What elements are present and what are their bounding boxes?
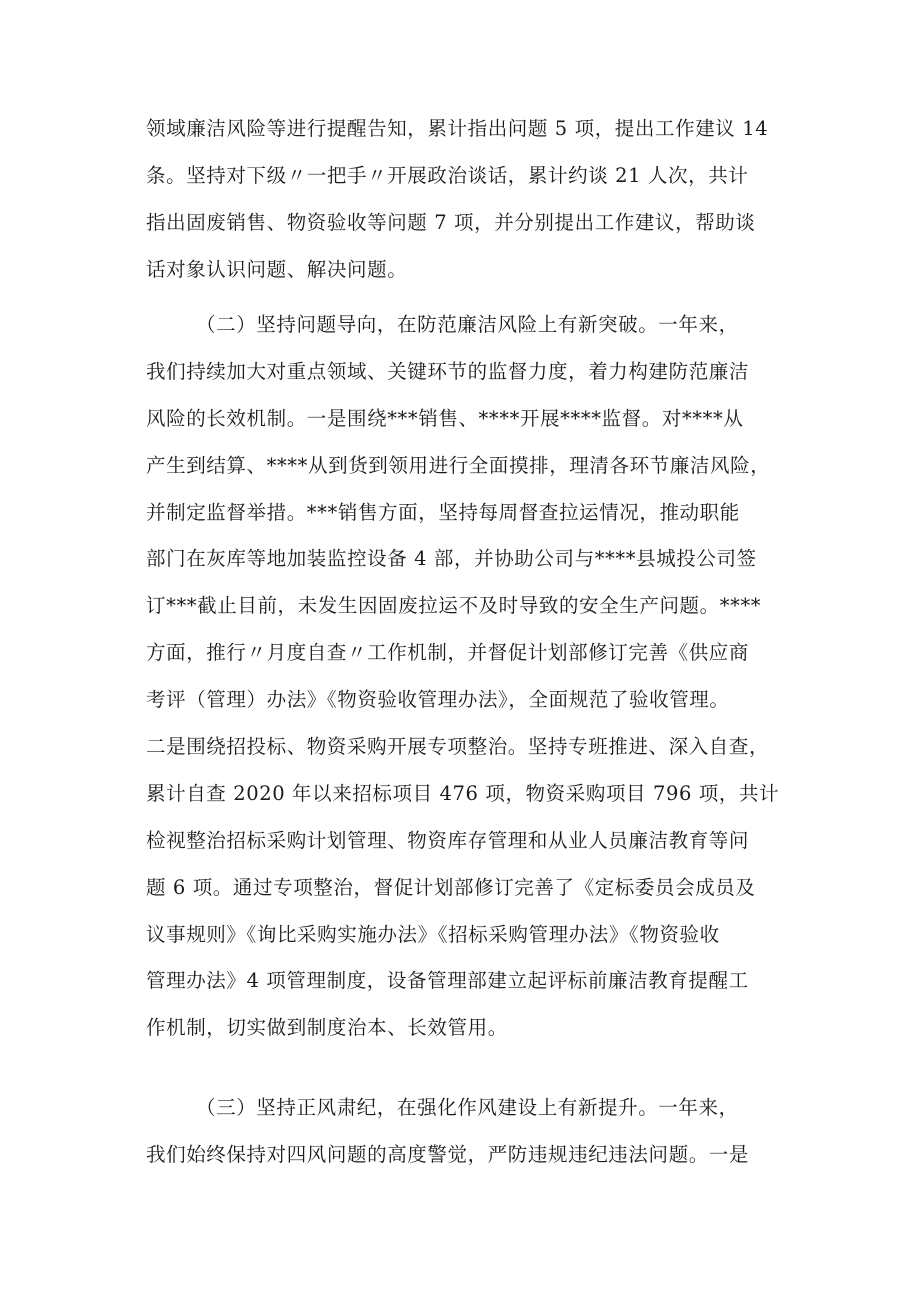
text-line: 部门在灰库等地加装监控设备 4 部，并协助公司与****县城投公司签: [146, 547, 757, 571]
text-line: 题 6 项。通过专项整治，督促计划部修订完善了《定标委员会成员及: [146, 875, 756, 899]
text-line: 作机制，切实做到制度治本、长效管用。: [146, 1016, 508, 1040]
text-line: 条。坚持对下级〃一把手〃开展政治谈话，累计约谈 21 人次，共计: [146, 163, 749, 187]
text-line: 话对象认识问题、解决问题。: [146, 257, 408, 281]
text-line: 并制定监督举措。***销售方面，坚持每周督查拉运情况，推动职能: [146, 500, 740, 524]
text-line: 管理办法》4 项管理制度，设备管理部建立起评标前廉洁教育提醒工: [146, 969, 749, 993]
paragraph-3: [146, 1085, 796, 1179]
text-line: 累计自查 2020 年以来招标项目 476 项，物资采购项目 796 项，共计: [146, 781, 780, 805]
text-line: 议事规则》《询比采购实施办法》《招标采购管理办法》《物资验收: [146, 922, 720, 946]
text-line: 考评（管理）办法》《物资验收管理办法》，全面规范了验收管理。: [146, 688, 730, 712]
paragraph-1: [146, 106, 796, 294]
text-line: 方面，推行〃月度自查〃工作机制，并督促计划部修订完善《供应商: [146, 641, 750, 665]
paragraph-2: [146, 302, 796, 1052]
text-line: （二）坚持问题导向，在防范廉洁风险上有新突破。一年来，: [196, 313, 739, 336]
text-line: （三）坚持正风肃纪，在强化作风建设上有新提升。一年来，: [196, 1096, 739, 1119]
text-line: 我们持续加大对重点领域、关键环节的监督力度，着力构建防范廉洁: [146, 359, 750, 383]
text-line: 二是围绕招投标、物资采购开展专项整治。坚持专班推进、深入自查，: [146, 735, 770, 759]
text-line: 领域廉洁风险等进行提醒告知，累计指出问题 5 项，提出工作建议 14: [146, 117, 769, 140]
text-line: 检视整治招标采购计划管理、物资库存管理和从业人员廉洁教育等问: [146, 828, 750, 852]
text-line: 产生到结算、****从到货到领用进行全面摸排，理清各环节廉洁风险，: [146, 453, 771, 477]
text-line: 风险的长效机制。一是围绕***销售、****开展****监督。对****从: [146, 406, 744, 430]
text-line: 指出固废销售、物资验收等问题 7 项，并分别提出工作建议，帮助谈: [146, 210, 756, 234]
text-line: 我们始终保持对四风问题的高度警觉，严防违规违纪违法问题。一是: [146, 1142, 750, 1166]
text-line: 订***截止目前，未发生因固废拉运不及时导致的安全生产问题。****: [146, 594, 762, 618]
